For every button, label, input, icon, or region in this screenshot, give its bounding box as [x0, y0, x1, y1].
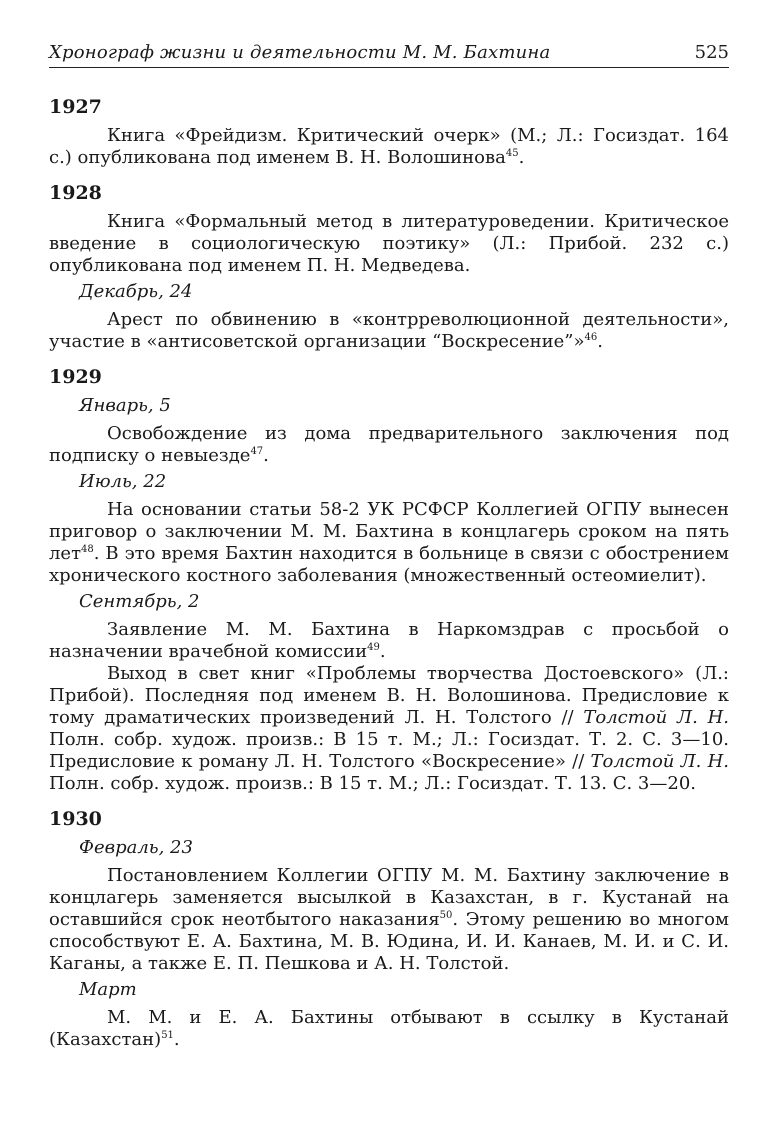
chronology [49, 96, 729, 1051]
year-heading-1929: 1929 [49, 366, 102, 388]
date-heading: Январь, 5 [79, 395, 171, 416]
entry-paragraph: М. М. и Е. А. Бахтины отбывают в ссылку в Кустанай (Казахстан)$^{51}$. [49, 1007, 729, 1050]
entry-paragraph: Арест по обвинению в «контрреволюционной деятельности», участие в «антисоветской организации “Воскресение”»$^{46}$. [49, 309, 729, 352]
date-heading: Март [79, 979, 137, 1000]
author-italic: Толстой Л. Н. [583, 707, 729, 728]
entry-paragraph: Книга «Фрейдизм. Критический очерк» (М.; Л.: Госиздат. 164 с.) опубликована под именем В. Н. Волошинова$^{45}$. [49, 125, 729, 168]
entry-paragraph: На основании статьи 58-2 УК РСФСР Коллегией ОГПУ вынесен приговор о заключении М. М. Бахтина в концлагерь сроком на пять лет$^{48}$. В это время Бахтин находится в больнице в связи с обострением хронического костного заболевания (множественный остеомиелит). [49, 499, 729, 586]
footnote-ref: 48 [81, 544, 94, 555]
footnote-ref: 47 [250, 446, 264, 457]
entry-paragraph: Книга «Формальный метод в литературоведении. Критическое введение в социологическую поэтику» (Л.: Прибой. 232 с.) опубликована под именем П. Н. Медведева. [49, 211, 729, 276]
author-italic: Толстой Л. Н. [590, 751, 729, 772]
footnote-ref: 45 [505, 148, 519, 159]
entry-paragraph: Освобождение из дома предварительного заключения под подписку о невыезде$^{47}$. [49, 423, 729, 466]
date-heading: Декабрь, 24 [79, 281, 193, 302]
date-heading: Июль, 22 [79, 471, 167, 492]
page [49, 42, 729, 1051]
page-number: 525 [694, 42, 729, 63]
date-heading: Февраль, 23 [79, 837, 193, 858]
footnote-ref: 46 [584, 332, 598, 343]
entry-paragraph: Постановлением Коллегии ОГПУ М. М. Бахтину заключение в концлагерь заменяется высылкой в Казахстан, в г. Кустанай на оставшийся срок неотбытого наказания$^{50}$. Этому решению во многом способствуют Е. А. Бахтина, М. В. Юдина, И. И. Канаев, М. И. и С. И. Каганы, а также Е. П. Пешкова и А. Н. Толстой. [49, 865, 729, 974]
date-heading: Сентябрь, 2 [79, 591, 200, 612]
entry-paragraph: Выход в свет книг «Проблемы творчества Достоевского» (Л.: Прибой). Последняя под именем В. Н. Волошинова. Предисловие к тому драматических произведений Л. Н. Толстого // Толстой Л. Н. Полн. собр. худож. произв.: В 15 т. М.; Л.: Госиздат. Т. 2. С. 3—10. Предисловие к роману Л. Н. Толстого «Воскресение» // Толстой Л. Н. Полн. собр. худож. произв.: В 15 т. М.; Л.: Госиздат. Т. 13. С. 3—20. [49, 663, 729, 794]
year-heading-1930: 1930 [49, 808, 102, 830]
running-title: Хронограф жизни и деятельности М. М. Бахтина [49, 42, 551, 63]
entry-paragraph: Заявление М. М. Бахтина в Наркомздрав с просьбой о назначении врачебной комиссии$^{49}$. [49, 619, 729, 662]
running-header [49, 42, 729, 68]
footnote-ref: 51 [161, 1030, 174, 1041]
year-heading-1927: 1927 [49, 96, 102, 118]
year-heading-1928: 1928 [49, 182, 102, 204]
footnote-ref: 50 [439, 910, 453, 921]
footnote-ref: 49 [367, 642, 380, 653]
